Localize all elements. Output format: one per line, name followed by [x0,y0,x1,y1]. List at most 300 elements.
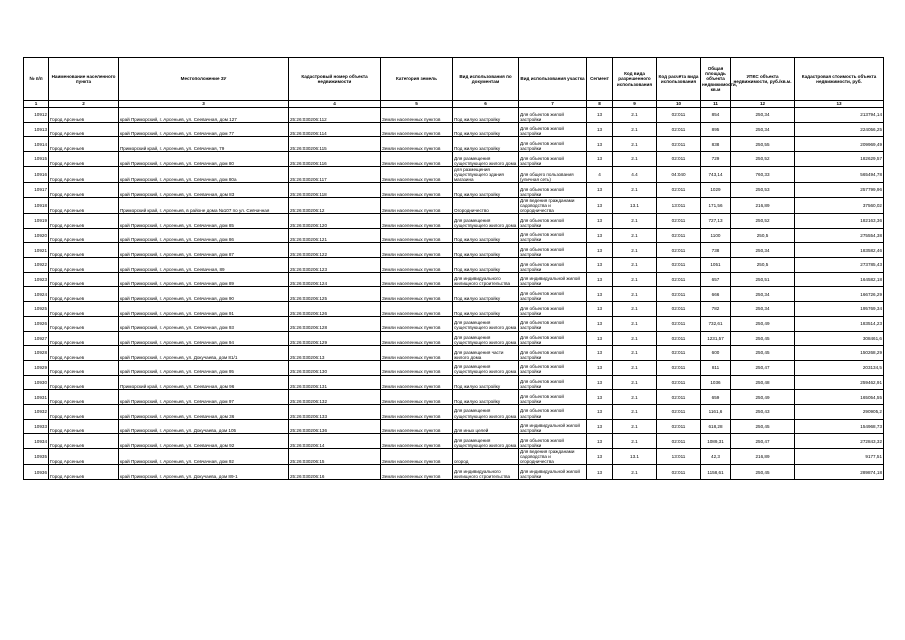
land-category-cell: Земли населенных пунктов [381,434,453,449]
settlement-cell: Город Арсеньев [49,122,119,137]
column-number: 8 [587,101,613,108]
segment-cell: 13 [587,272,613,287]
land-category-cell: Земли населенных пунктов [381,346,453,361]
document-page [23,57,883,480]
land-category-cell: Земли населенных пунктов [381,360,453,375]
table-row [24,214,884,229]
cadastral-number-cell: 25:26:030206:132 [289,390,381,405]
table-row [24,375,884,390]
use-of-plot-cell: Для объектов жилой застройки [519,258,587,273]
row-index: 10913 [24,122,49,137]
location-cell: Приморский край, г. Арсеньев, ул. Сеевачная, дом 96 [119,375,289,390]
cadastral-value-cell: 290905,2 [795,404,884,419]
table-row [24,137,884,152]
upks-cell: 250,48 [731,375,795,390]
permitted-use-code-cell: 2.1 [613,243,657,258]
segment-cell: 13 [587,258,613,273]
land-category-cell: Земли населенных пунктов [381,258,453,273]
settlement-cell: Город Арсеньев [49,465,119,480]
use-of-plot-cell: Для объектов жилой застройки [519,390,587,405]
calc-code-cell: 13:011 [657,197,701,213]
calc-code-cell: 02:011 [657,331,701,346]
table-row [24,166,884,182]
location-cell: край Приморский, г. Арсеньев, ул. Докучаева, дом 89-1 [119,465,289,480]
cadastral-number-cell: 25:26:030206:14 [289,434,381,449]
row-index: 10924 [24,287,49,302]
land-category-cell: Земли населенных пунктов [381,152,453,167]
location-cell: край Приморский, г. Арсеньев, ул. Севчачная, дом 89 [119,272,289,287]
cadastral-number-cell: 25:26:030206:115 [289,137,381,152]
segment-cell: 4 [587,166,613,182]
land-category-cell: Земли населенных пунктов [381,214,453,229]
permitted-use-code-cell: 2.1 [613,137,657,152]
land-category-cell: Земли населенных пунктов [381,316,453,331]
use-by-documents-cell: Под жилую застройку [453,108,519,123]
permitted-use-code-cell: 2.1 [613,122,657,137]
settlement-cell: Город Арсеньев [49,258,119,273]
location-cell: край Приморский, г. Арсеньев, ул. Сеевачная, дом 127 [119,108,289,123]
calc-code-cell: 02:011 [657,346,701,361]
col-header-cadastral-number: Кадастровый номер объекта недвижимости [289,58,381,101]
permitted-use-code-cell: 2.1 [613,258,657,273]
land-category-cell: Земли населенных пунктов [381,404,453,419]
location-cell: край Приморский, г. Арсеньев, ул. Севчачная, дом 77 [119,122,289,137]
settlement-cell: Город Арсеньев [49,434,119,449]
permitted-use-code-cell: 4.4 [613,166,657,182]
cadastral-value-cell: 213794,14 [795,108,884,123]
settlement-cell: Город Арсеньев [49,375,119,390]
cadastral-number-cell: 25:26:030206:117 [289,166,381,182]
location-cell: край Приморский, г. Арсеньев, ул. Севчачная, дом 80 [119,152,289,167]
table-row [24,197,884,213]
cadastral-value-table [23,57,884,480]
cadastral-value-cell: 257799,96 [795,183,884,198]
cadastral-number-cell: 25:26:030206:121 [289,228,381,243]
row-index: 10934 [24,434,49,449]
land-category-cell: Земли населенных пунктов [381,287,453,302]
table-row [24,449,884,465]
calc-code-cell: 02:011 [657,122,701,137]
settlement-cell: Город Арсеньев [49,183,119,198]
area-cell: 666 [701,287,731,302]
settlement-cell: Город Арсеньев [49,287,119,302]
row-index: 10935 [24,449,49,465]
settlement-cell: Город Арсеньев [49,108,119,123]
cadastral-value-cell: 37560,02 [795,197,884,213]
location-cell: край Приморский, г. Арсеньев, ул. Сеевачная, 89 [119,258,289,273]
settlement-cell: Город Арсеньев [49,243,119,258]
cadastral-value-cell: 183582,46 [795,243,884,258]
upks-cell: 250,34 [731,122,795,137]
permitted-use-code-cell: 13.1 [613,197,657,213]
column-number: 9 [613,101,657,108]
area-cell: 618,28 [701,419,731,434]
permitted-use-code-cell: 2.1 [613,302,657,317]
column-number-row [24,101,884,108]
permitted-use-code-cell: 2.1 [613,465,657,480]
upks-cell: 216,89 [731,449,795,465]
settlement-cell: Город Арсеньев [49,166,119,182]
land-category-cell: Земли населенных пунктов [381,375,453,390]
use-of-plot-cell: Для объектов жилой застройки [519,137,587,152]
upks-cell: 216,89 [731,197,795,213]
permitted-use-code-cell: 2.1 [613,390,657,405]
use-by-documents-cell: Под жилую застройку [453,183,519,198]
row-index: 10914 [24,137,49,152]
row-index: 10926 [24,316,49,331]
permitted-use-code-cell: 2.1 [613,331,657,346]
table-row [24,152,884,167]
segment-cell: 13 [587,434,613,449]
col-header-cadastral-value: Кадастровая стоимость объекта недвижимости, руб. [795,58,884,101]
location-cell: край Приморский, г. Арсеньев, ул. Докучаева, дом 105 [119,419,289,434]
col-header-permitted-use-code: Код вида разрешенного использования [613,58,657,101]
land-category-cell: Земли населенных пунктов [381,302,453,317]
settlement-cell: Город Арсеньев [49,346,119,361]
upks-cell: 250,52 [731,152,795,167]
location-cell: край Приморский, г. Арсеньев, ул. Севчачная, дом 87 [119,243,289,258]
calc-code-cell: 13:011 [657,449,701,465]
calc-code-cell: 02:011 [657,390,701,405]
land-category-cell: Земли населенных пунктов [381,243,453,258]
cadastral-value-cell: 272843,32 [795,434,884,449]
segment-cell: 13 [587,331,613,346]
use-by-documents-cell: Для размещения существующего жилого дома [453,214,519,229]
permitted-use-code-cell: 2.1 [613,360,657,375]
use-by-documents-cell: Под жилую застройку [453,228,519,243]
table-row [24,434,884,449]
calc-code-cell: 02:011 [657,228,701,243]
area-cell: 811 [701,360,731,375]
col-header-calc-code: Код расчёта вида использования [657,58,701,101]
cadastral-value-cell: 150268,29 [795,346,884,361]
table-row [24,243,884,258]
row-index: 10920 [24,228,49,243]
location-cell: край Приморский, г. Арсеньев, ул. Докучаева, дом 81/1 [119,346,289,361]
use-of-plot-cell: Для объектов жилой застройки [519,316,587,331]
land-category-cell: Земли населенных пунктов [381,108,453,123]
segment-cell: 13 [587,316,613,331]
table-row [24,228,884,243]
upks-cell: 250,34 [731,108,795,123]
cadastral-number-cell: 25:26:030206:122 [289,243,381,258]
land-category-cell: Земли населенных пунктов [381,183,453,198]
cadastral-number-cell: 25:26:030206:130 [289,360,381,375]
column-number: 2 [49,101,119,108]
upks-cell: 250,45 [731,346,795,361]
row-index: 10917 [24,183,49,198]
area-cell: 1089,31 [701,434,731,449]
column-number: 10 [657,101,701,108]
table-row [24,404,884,419]
land-category-cell: Земли населенных пунктов [381,228,453,243]
segment-cell: 13 [587,449,613,465]
land-category-cell: Земли населенных пунктов [381,166,453,182]
permitted-use-code-cell: 2.1 [613,183,657,198]
location-cell: край Приморский, г. Арсеньев, ул. Севчачная, дом 91 [119,302,289,317]
use-of-plot-cell: Для объектов жилой застройки [519,243,587,258]
land-category-cell: Земли населенных пунктов [381,419,453,434]
cadastral-number-cell: 25:26:030206:15 [289,449,381,465]
area-cell: 743,14 [701,166,731,182]
cadastral-number-cell: 25:26:030206:120 [289,214,381,229]
table-row [24,122,884,137]
use-by-documents-cell: Для иных целей [453,419,519,434]
table-row [24,302,884,317]
segment-cell: 13 [587,228,613,243]
area-cell: 171,56 [701,197,731,213]
table-row [24,360,884,375]
segment-cell: 13 [587,390,613,405]
row-index: 10928 [24,346,49,361]
segment-cell: 13 [587,360,613,375]
use-of-plot-cell: Для объектов жилой застройки [519,183,587,198]
upks-cell: 250,49 [731,390,795,405]
permitted-use-code-cell: 2.1 [613,316,657,331]
use-by-documents-cell: Для размещения существующего жилого дома [453,404,519,419]
cadastral-value-cell: 182629,57 [795,152,884,167]
cadastral-value-cell: 565494,78 [795,166,884,182]
row-index: 10919 [24,214,49,229]
calc-code-cell: 02:011 [657,258,701,273]
location-cell: край Приморский, г. Арсеньев, ул. Севчачная, дом 94 [119,331,289,346]
segment-cell: 13 [587,404,613,419]
location-cell: край Приморский, г. Арсеньев, ул. Севчачная, дом 86 [119,228,289,243]
settlement-cell: Город Арсеньев [49,272,119,287]
use-by-documents-cell: огород [453,449,519,465]
calc-code-cell: 04:040 [657,166,701,182]
permitted-use-code-cell: 2.1 [613,404,657,419]
row-index: 10916 [24,166,49,182]
location-cell: край Приморский, г. Арсеньев, ул. Севчачная, дом 97 [119,390,289,405]
table-row [24,108,884,123]
calc-code-cell: 02:011 [657,316,701,331]
use-by-documents-cell: для размещения существующего здания магазина [453,166,519,182]
cadastral-value-cell: 154968,73 [795,419,884,434]
permitted-use-code-cell: 2.1 [613,287,657,302]
upks-cell: 250,55 [731,137,795,152]
use-of-plot-cell: Для объектов жилой застройки [519,302,587,317]
upks-cell: 250,5 [731,228,795,243]
table-row [24,346,884,361]
permitted-use-code-cell: 2.1 [613,434,657,449]
segment-cell: 13 [587,197,613,213]
cadastral-value-cell: 308461,6 [795,331,884,346]
cadastral-value-cell: 209969,49 [795,137,884,152]
area-cell: 838 [701,137,731,152]
use-by-documents-cell: Для размещения существующего жилого дома [453,331,519,346]
use-of-plot-cell: Для объектов жилой застройки [519,228,587,243]
calc-code-cell: 02:011 [657,404,701,419]
land-category-cell: Земли населенных пунктов [381,390,453,405]
cadastral-number-cell: 25:26:030206:112 [289,108,381,123]
area-cell: 1051 [701,258,731,273]
cadastral-value-cell: 203134,5 [795,360,884,375]
table-row [24,272,884,287]
row-index: 10921 [24,243,49,258]
row-index: 10936 [24,465,49,480]
area-cell: 1231,57 [701,331,731,346]
upks-cell: 250,47 [731,434,795,449]
upks-cell: 250,52 [731,214,795,229]
row-index: 10922 [24,258,49,273]
area-cell: 1036 [701,375,731,390]
use-of-plot-cell: Для индивидуальной жилой застройки [519,272,587,287]
header-row [24,58,884,101]
cadastral-number-cell: 25:26:030206:13 [289,346,381,361]
column-number: 1 [24,101,49,108]
area-cell: 1029 [701,183,731,198]
cadastral-number-cell: 25:26:030206:16 [289,465,381,480]
use-by-documents-cell: Огородничество [453,197,519,213]
use-of-plot-cell: Для объектов жилой застройки [519,434,587,449]
segment-cell: 13 [587,419,613,434]
location-cell: край Приморский, г. Арсеньев, ул. Севчачная, дом 90 [119,287,289,302]
col-header-index: № п/п [24,58,49,101]
settlement-cell: Город Арсеньев [49,331,119,346]
use-of-plot-cell: Для ведения гражданами садоводства и огородничества [519,197,587,213]
segment-cell: 13 [587,108,613,123]
col-header-location: Местоположение ЗУ [119,58,289,101]
cadastral-number-cell: 25:26:030206:114 [289,122,381,137]
location-cell: край Приморский, г. Арсеньев, ул. Севчачная, дом 85 [119,214,289,229]
cadastral-number-cell: 25:26:030206:133 [289,404,381,419]
use-by-documents-cell: Под жилую застройку [453,243,519,258]
segment-cell: 13 [587,214,613,229]
area-cell: 729 [701,152,731,167]
cadastral-value-cell: 289874,18 [795,465,884,480]
segment-cell: 13 [587,287,613,302]
use-by-documents-cell: Для размещения существующего жилого дома [453,152,519,167]
upks-cell: 250,45 [731,419,795,434]
column-number: 6 [453,101,519,108]
use-by-documents-cell: Для размещения существующего жилого дома [453,434,519,449]
upks-cell: 250,34 [731,243,795,258]
row-index: 10918 [24,197,49,213]
land-category-cell: Земли населенных пунктов [381,137,453,152]
column-number: 7 [519,101,587,108]
settlement-cell: Город Арсеньев [49,449,119,465]
area-cell: 1161,6 [701,404,731,419]
upks-cell: 250,34 [731,287,795,302]
land-category-cell: Земли населенных пунктов [381,331,453,346]
area-cell: 895 [701,122,731,137]
calc-code-cell: 02:011 [657,152,701,167]
use-by-documents-cell: Под жилую застройку [453,390,519,405]
area-cell: 659 [701,390,731,405]
row-index: 10927 [24,331,49,346]
area-cell: 600 [701,346,731,361]
cadastral-value-cell: 273785,43 [795,258,884,273]
col-header-area: Общая площадь объекта недвижимости, кв.м [701,58,731,101]
cadastral-number-cell: 25:26:030206:131 [289,375,381,390]
location-cell: Приморский край, г. Арсеньев, в районе дома №107 по ул. Севчачная [119,197,289,213]
calc-code-cell: 02:011 [657,360,701,375]
calc-code-cell: 02:011 [657,434,701,449]
upks-cell: 250,47 [731,360,795,375]
column-number: 12 [731,101,795,108]
use-of-plot-cell: Для объектов жилой застройки [519,152,587,167]
cadastral-number-cell: 25:26:030206:123 [289,258,381,273]
use-of-plot-cell: Для индивидуальной жилой застройки [519,465,587,480]
upks-cell: 250,5 [731,258,795,273]
settlement-cell: Город Арсеньев [49,214,119,229]
use-of-plot-cell: Для объектов жилой застройки [519,122,587,137]
column-number: 3 [119,101,289,108]
table-row [24,183,884,198]
settlement-cell: Город Арсеньев [49,316,119,331]
use-by-documents-cell: Для размещения существующего жилого дома [453,360,519,375]
cadastral-number-cell: 25:26:030206:128 [289,316,381,331]
use-of-plot-cell: Для объектов жилой застройки [519,108,587,123]
settlement-cell: Город Арсеньев [49,152,119,167]
use-by-documents-cell: Под жилую застройку [453,122,519,137]
cadastral-value-cell: 183514,23 [795,316,884,331]
location-cell: край Приморский, г. Арсеньев, ул. Севчачная, дом 95 [119,360,289,375]
location-cell: край Приморский, г. Арсеньев, ул. Сеевачная, дом 83 [119,183,289,198]
calc-code-cell: 02:011 [657,108,701,123]
row-index: 10929 [24,360,49,375]
segment-cell: 13 [587,152,613,167]
segment-cell: 13 [587,375,613,390]
calc-code-cell: 02:011 [657,272,701,287]
land-category-cell: Земли населенных пунктов [381,449,453,465]
permitted-use-code-cell: 2.1 [613,214,657,229]
cadastral-number-cell: 25:26:030206:136 [289,419,381,434]
cadastral-number-cell: 25:26:030206:116 [289,152,381,167]
use-of-plot-cell: Для объектов жилой застройки [519,346,587,361]
land-category-cell: Земли населенных пунктов [381,272,453,287]
use-of-plot-cell: Для ведения гражданами садоводства и огородничества [519,449,587,465]
row-index: 10923 [24,272,49,287]
table-row [24,331,884,346]
land-category-cell: Земли населенных пунктов [381,465,453,480]
row-index: 10912 [24,108,49,123]
calc-code-cell: 02:011 [657,183,701,198]
permitted-use-code-cell: 2.1 [613,346,657,361]
table-row [24,258,884,273]
location-cell: край Приморский, г. Арсеньев, ул. Сеевачная, дом 92 [119,434,289,449]
upks-cell: 760,33 [731,166,795,182]
use-of-plot-cell: Для общего пользования (уличная сеть) [519,166,587,182]
location-cell: край Приморский, г. Арсеньев, ул. Севчачная, дом 93 [119,316,289,331]
column-number: 13 [795,101,884,108]
permitted-use-code-cell: 2.1 [613,419,657,434]
segment-cell: 13 [587,346,613,361]
cadastral-value-cell: 224056,25 [795,122,884,137]
upks-cell: 250,43 [731,404,795,419]
cadastral-number-cell: 25:26:030206:124 [289,272,381,287]
area-cell: 732,61 [701,316,731,331]
cadastral-number-cell: 25:26:030206:12 [289,197,381,213]
cadastral-value-cell: 275554,38 [795,228,884,243]
settlement-cell: Город Арсеньев [49,137,119,152]
use-by-documents-cell: Под жилую застройку [453,302,519,317]
use-by-documents-cell: Для размещения части жилого дома [453,346,519,361]
table-row [24,465,884,480]
location-cell: Приморский край, г. Арсеньев, ул. Севчачная, 79 [119,137,289,152]
calc-code-cell: 02:011 [657,302,701,317]
segment-cell: 13 [587,243,613,258]
use-by-documents-cell: Под жилую застройку [453,137,519,152]
calc-code-cell: 02:011 [657,137,701,152]
area-cell: 657 [701,272,731,287]
permitted-use-code-cell: 2.1 [613,228,657,243]
upks-cell: 250,45 [731,331,795,346]
segment-cell: 13 [587,183,613,198]
use-of-plot-cell: Для объектов жилой застройки [519,404,587,419]
settlement-cell: Город Арсеньев [49,197,119,213]
